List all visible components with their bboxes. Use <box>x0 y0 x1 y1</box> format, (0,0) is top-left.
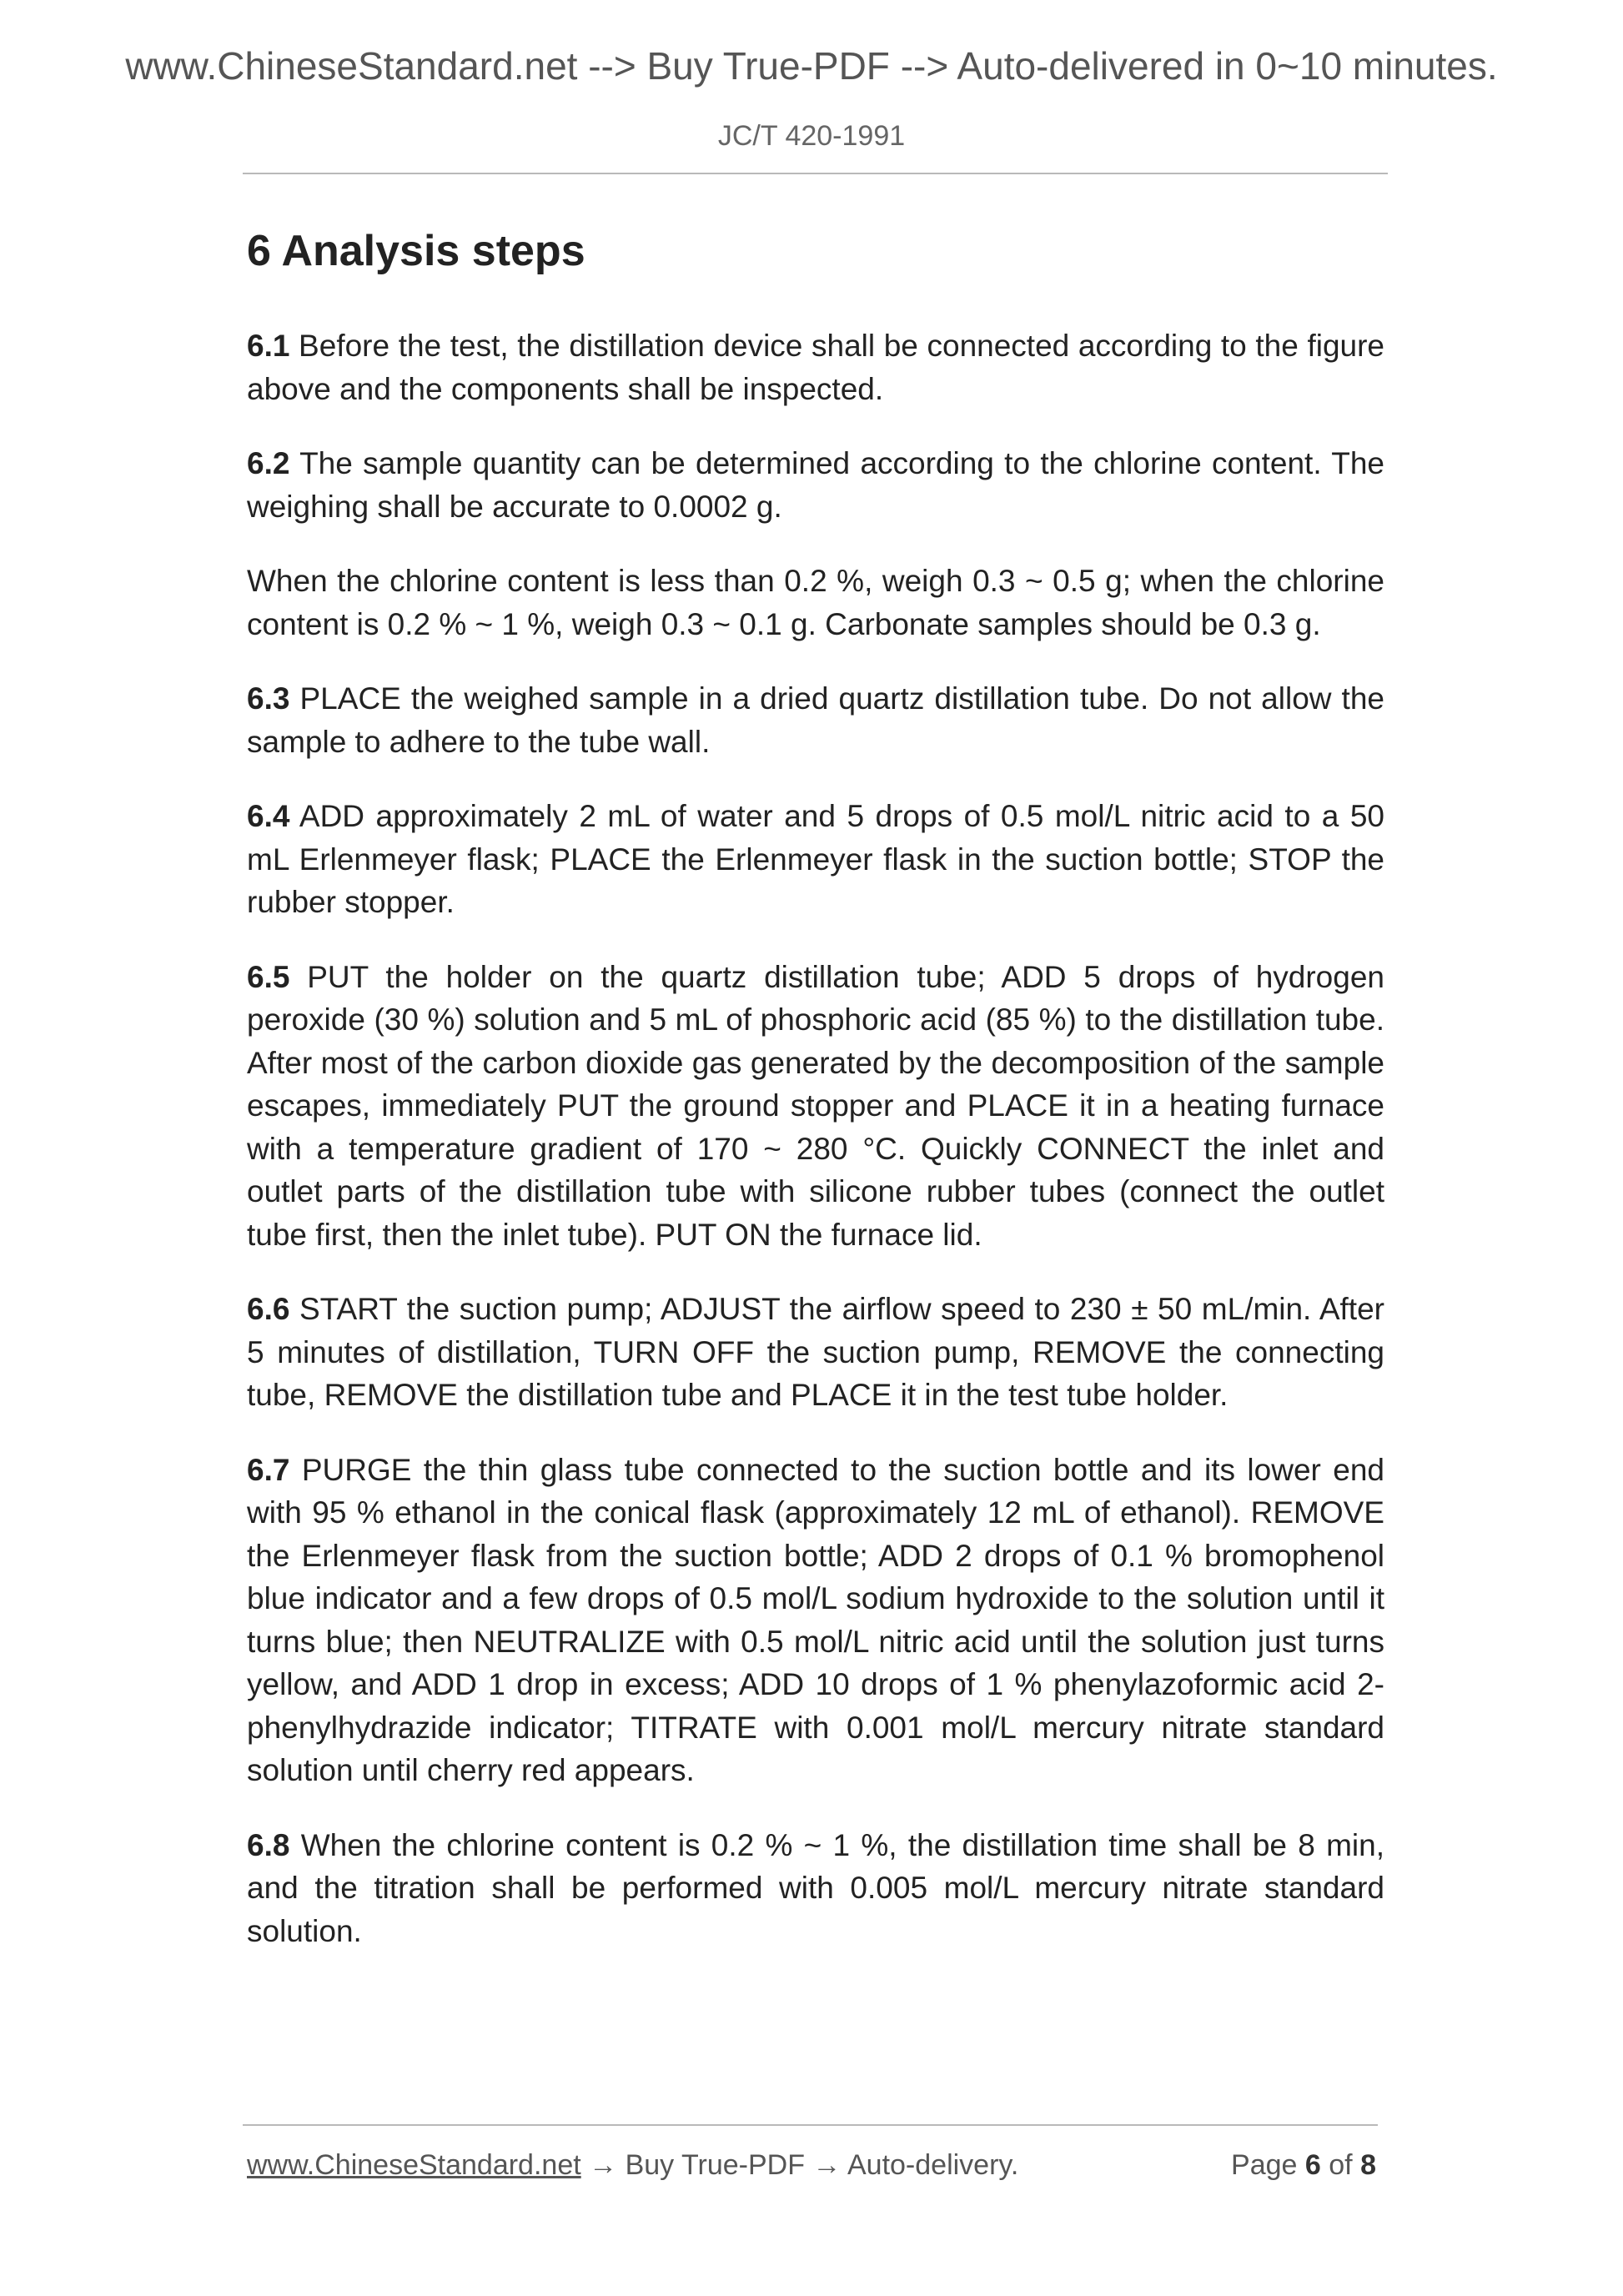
page-indicator <box>1231 2149 1376 2182</box>
current-page-number: 6 <box>1304 2149 1321 2181</box>
footer-site-link[interactable]: www.ChineseStandard.net <box>247 2149 581 2181</box>
paragraph-6-4 <box>247 795 1384 924</box>
paragraph-text: PLACE the weighed sample in a dried quartz distillation tube. Do not allow the sample to adhere to the tube wall. <box>247 681 1384 759</box>
paragraph-text: ADD approximately 2 mL of water and 5 drops of 0.5 mol/L nitric acid to a 50 mL Erlenmeyer flask; PLACE the Erlenmeyer flask in the suction bottle; STOP the rubber stopper. <box>247 799 1384 919</box>
clause-number: 6.3 <box>247 681 290 716</box>
document-body <box>247 324 1384 1984</box>
paragraph-6-2-note <box>247 560 1384 646</box>
document-code: JC/T 420-1991 <box>717 120 906 152</box>
clause-number: 6.2 <box>247 446 290 480</box>
paragraph-6-8 <box>247 1824 1384 1953</box>
top-banner[interactable]: www.ChineseStandard.net --> Buy True-PDF --> Auto-delivered in 0~10 minutes. <box>125 44 1498 88</box>
footer-divider <box>243 2124 1378 2126</box>
section-title: 6 Analysis steps <box>247 227 585 275</box>
paragraph-6-3 <box>247 677 1384 763</box>
paragraph-6-6 <box>247 1288 1384 1417</box>
paragraph-text: When the chlorine content is less than 0.2 %, weigh 0.3 ~ 0.5 g; when the chlorine content is 0.2 % ~ 1 %, weigh 0.3 ~ 0.1 g. Carbonate samples should be 0.3 g. <box>247 564 1384 641</box>
paragraph-6-5 <box>247 956 1384 1257</box>
footer-promo <box>247 2149 1018 2182</box>
paragraph-text: START the suction pump; ADJUST the airflow speed to 230 ± 50 mL/min. After 5 minutes of distillation, TURN OFF the suction pump, REMOVE the connecting tube, REMOVE the distillation tube and PLACE it in the test tube holder. <box>247 1292 1384 1412</box>
clause-number: 6.8 <box>247 1827 290 1862</box>
paragraph-6-1 <box>247 324 1384 410</box>
paragraph-6-2 <box>247 442 1384 528</box>
footer-promo-text: → Buy True-PDF → Auto-delivery. <box>580 2149 1019 2181</box>
paragraph-text: PURGE the thin glass tube connected to the suction bottle and its lower end with 95 % ethanol in the conical flask (approximately 12 mL of ethanol). REMOVE the Erlenmeyer flask from the suction bottle; ADD 2 drops of 0.1 % bromophenol blue indicator and a few drops of 0.5 mol/L sodium hydroxide to the solution until it turns blue; then NEUTRALIZE with 0.5 mol/L nitric acid until the solution just turns yellow, and ADD 1 drop in excess; ADD 10 drops of 1 % phenylazoformic acid 2-phenylhydrazide indicator; TITRATE with 0.001 mol/L mercury nitrate standard solution until cherry red appears. <box>247 1452 1384 1787</box>
total-pages-number: 8 <box>1360 2149 1376 2181</box>
clause-number: 6.1 <box>247 329 290 363</box>
clause-number: 6.6 <box>247 1292 290 1326</box>
of-label: of <box>1329 2149 1353 2181</box>
paragraph-6-7 <box>247 1449 1384 1792</box>
clause-number: 6.7 <box>247 1452 290 1487</box>
page-label: Page <box>1231 2149 1298 2181</box>
paragraph-text: The sample quantity can be determined according to the chlorine content. The weighing shall be accurate to 0.0002 g. <box>247 446 1384 524</box>
paragraph-text: Before the test, the distillation device shall be connected according to the figure above and the components shall be inspected. <box>247 329 1384 406</box>
paragraph-text: When the chlorine content is 0.2 % ~ 1 %, the distillation time shall be 8 min, and the titration shall be performed with 0.005 mol/L mercury nitrate standard solution. <box>247 1827 1384 1948</box>
paragraph-text: PUT the holder on the quartz distillation tube; ADD 5 drops of hydrogen peroxide (30 %) solution and 5 mL of phosphoric acid (85 %) to the distillation tube. After most of the carbon dioxide gas generated by the decomposition of the sample escapes, immediately PUT the ground stopper and PLACE it in a heating furnace with a temperature gradient of 170 ~ 280 °C. Quickly CONNECT the inlet and outlet parts of the distillation tube with silicone rubber tubes (connect the outlet tube first, then the inlet tube). PUT ON the furnace lid. <box>247 959 1384 1252</box>
clause-number: 6.4 <box>247 799 290 833</box>
header-divider <box>243 173 1388 174</box>
clause-number: 6.5 <box>247 959 290 994</box>
